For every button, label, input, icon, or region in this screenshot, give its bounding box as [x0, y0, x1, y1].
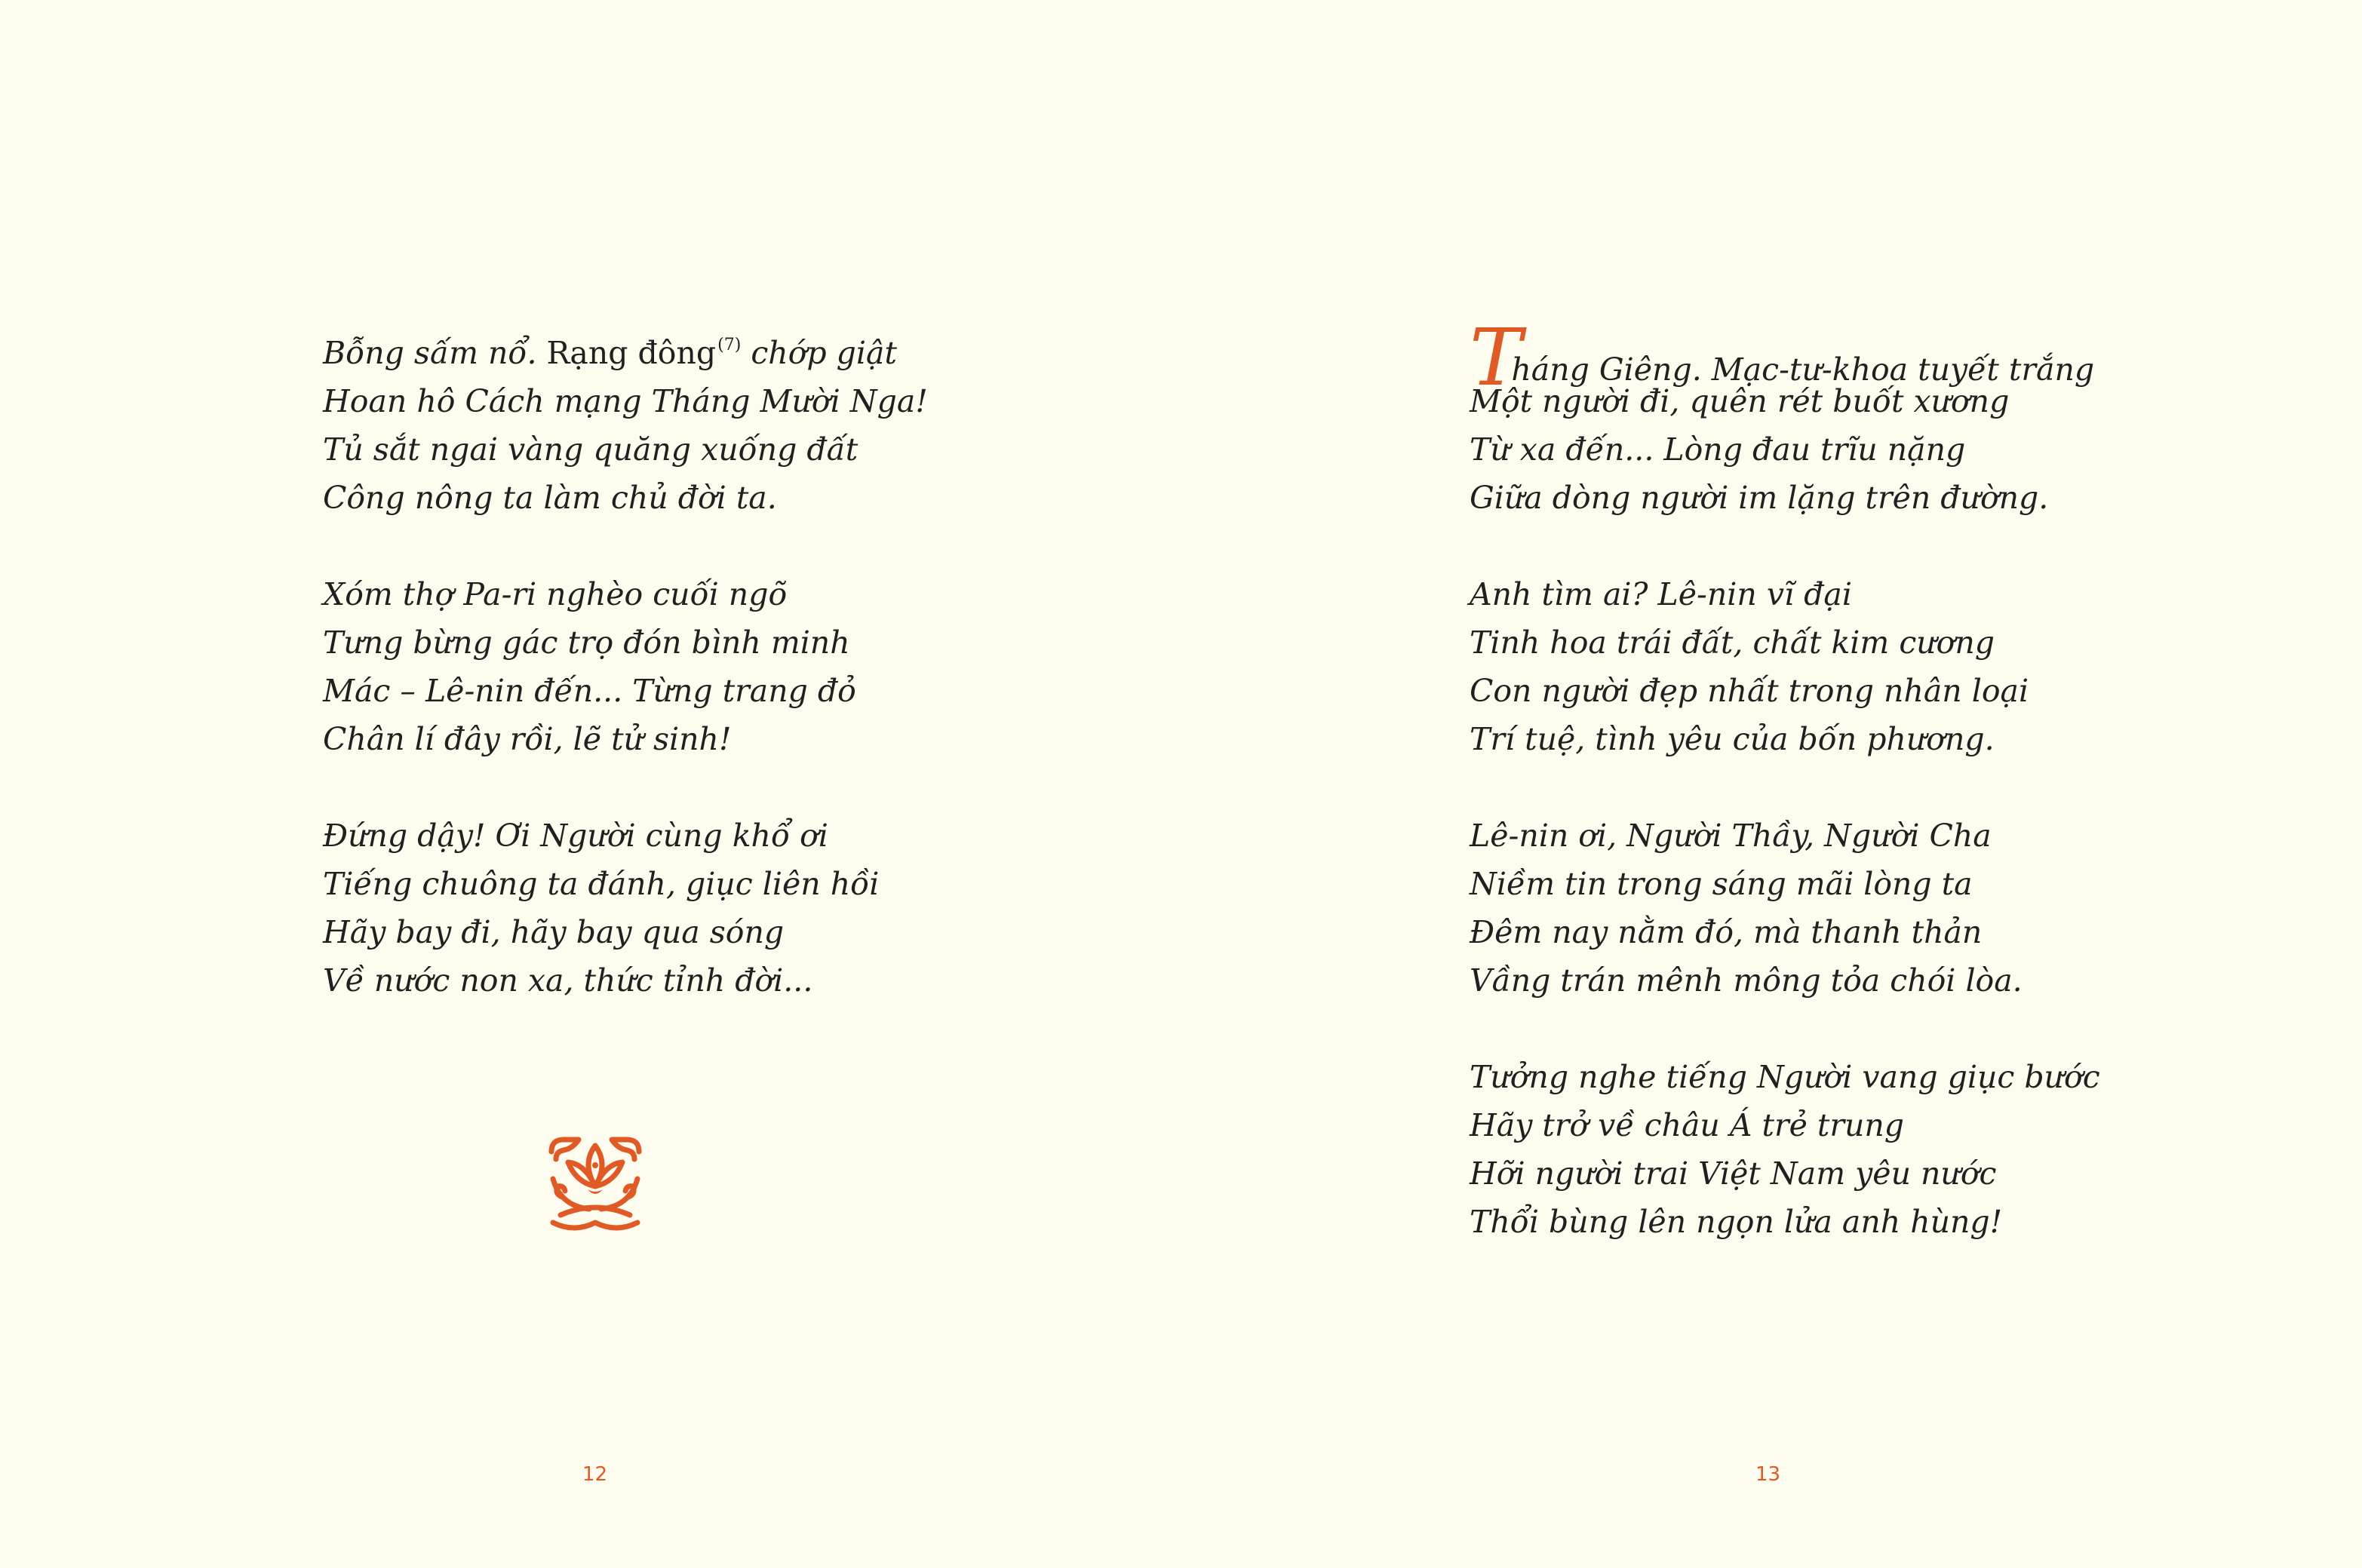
stanza	[323, 570, 928, 763]
poem-left	[323, 329, 928, 1053]
poem-line: Hãy trở về châu Á trẻ trung	[1470, 1107, 1905, 1143]
poem-line: Tủ sắt ngai vàng quăng xuống đất	[323, 431, 858, 468]
poem-line: Thổi bùng lên ngọn lửa anh hùng!	[1470, 1204, 2003, 1240]
page-number: 13	[1755, 1463, 1781, 1486]
poem-line: Đêm nay nằm đó, mà thanh thản	[1470, 914, 1983, 950]
footnote-reference[interactable]: (7)	[717, 336, 742, 354]
poem-line: Lê-nin ơi, Người Thầy, Người Cha	[1470, 818, 1992, 854]
line-italic-part: Bỗng sấm nổ.	[323, 335, 547, 371]
poem-line: Vầng trán mênh mông tỏa chói lòa.	[1470, 962, 2023, 999]
poem-line: Một người đi, quên rét buốt xương	[1470, 383, 2010, 419]
poem-line: Tưởng nghe tiếng Người vang giục bước	[1470, 1059, 2100, 1095]
page-number: 12	[582, 1463, 608, 1486]
poem-line: Tiếng chuông ta đánh, giục liên hồi	[323, 866, 880, 902]
poem-line: Tưng bừng gác trọ đón bình minh	[323, 624, 850, 661]
line-roman-part: Rạng đông	[546, 335, 717, 371]
poem-line	[323, 329, 928, 377]
poem-line: Từ xa đến... Lòng đau trĩu nặng	[1470, 431, 1966, 468]
stanza	[1470, 311, 2100, 522]
poem-line: Anh tìm ai? Lê-nin vĩ đại	[1470, 576, 1852, 612]
poem-line: Con người đẹp nhất trong nhân loại	[1470, 673, 2029, 709]
poem-line: Về nước non xa, thức tỉnh đời...	[323, 962, 813, 999]
poem-line: Công nông ta làm chủ đời ta.	[323, 480, 777, 516]
poem-line: Chân lí đây rồi, lẽ tử sinh!	[323, 721, 732, 757]
stanza	[323, 329, 928, 522]
stanza	[1470, 570, 2100, 763]
line-text: háng Giêng. Mạc-tư-khoa tuyết trắng	[1511, 351, 2095, 388]
poem-right	[1470, 311, 2100, 1294]
drop-cap: T	[1470, 311, 1522, 404]
line-italic-part: chớp giật	[741, 335, 897, 371]
poem-line: Xóm thợ Pa-ri nghèo cuối ngõ	[323, 576, 788, 612]
lotus-ornament-icon	[545, 1134, 645, 1236]
poem-line: Hoan hô Cách mạng Tháng Mười Nga!	[323, 383, 928, 419]
poem-line: Trí tuệ, tình yêu của bốn phương.	[1470, 721, 1995, 757]
stanza	[1470, 1053, 2100, 1246]
poem-line: Giữa dòng người im lặng trên đường.	[1470, 480, 2049, 516]
poem-line: Hỡi người trai Việt Nam yêu nước	[1470, 1155, 1997, 1192]
poem-line: Mác – Lê-nin đến... Từng trang đỏ	[323, 673, 856, 709]
right-page	[1181, 0, 2362, 1568]
poem-line: Đứng dậy! Ơi Người cùng khổ ơi	[323, 818, 828, 854]
poem-line: Tinh hoa trái đất, chất kim cương	[1470, 624, 1995, 661]
poem-line: Hãy bay đi, hãy bay qua sóng	[323, 914, 785, 950]
stanza	[1470, 812, 2100, 1005]
poem-line: Niềm tin trong sáng mãi lòng ta	[1470, 866, 1973, 902]
stanza	[323, 812, 928, 1005]
